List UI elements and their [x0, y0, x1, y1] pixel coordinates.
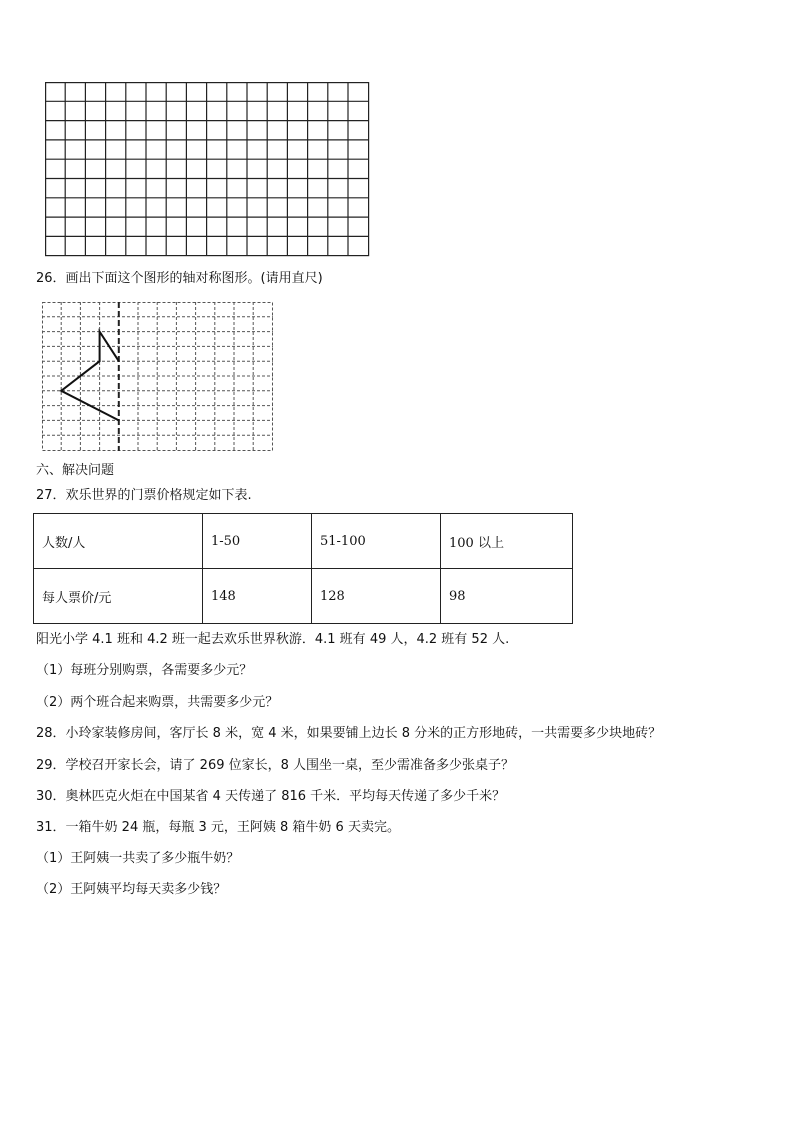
table-row — [34, 514, 573, 569]
section-title: 六、解决问题 — [36, 463, 115, 478]
question-27-description: 阳光小学 4.1 班和 4.2 班一起去欢乐世界秋游．4.1 班有 49 人，4.2 班有 52 人. — [36, 632, 510, 647]
ticket-price-table — [33, 513, 573, 624]
question-31-sub-1: （1）王阿姨一共卖了多少瓶牛奶？ — [36, 851, 240, 866]
table-cell: 每人票价/元 — [34, 569, 203, 624]
question-30: 30．奥林匹克火炬在中国某省 4 天传递了 816 千米．平均每天传递了多少千米？ — [36, 789, 506, 804]
table-row — [34, 569, 573, 624]
table-cell: 51-100 — [312, 514, 441, 569]
question-27: 27．欢乐世界的门票价格规定如下表. — [36, 488, 252, 503]
question-27-sub-2: （2）两个班合起来购票，共需要多少元？ — [36, 695, 279, 710]
answer-grid[interactable] — [45, 82, 370, 257]
table-cell: 148 — [203, 569, 312, 624]
question-26: 26．画出下面这个图形的轴对称图形。(请用直尺) — [36, 271, 323, 286]
question-29: 29．学校召开家长会，请了 269 位家长，8 人围坐一桌，至少需准备多少张桌子？ — [36, 758, 515, 773]
question-31: 31．一箱牛奶 24 瓶，每瓶 3 元，王阿姨 8 箱牛奶 6 天卖完。 — [36, 820, 400, 835]
table-cell: 128 — [312, 569, 441, 624]
question-27-sub-1: （1）每班分别购票，各需要多少元？ — [36, 663, 253, 678]
table-cell: 人数/人 — [34, 514, 203, 569]
table-cell: 1-50 — [203, 514, 312, 569]
table-cell: 98 — [441, 569, 573, 624]
question-28: 28．小玲家装修房间，客厅长 8 米，宽 4 米，如果要铺上边长 8 分米的正方形地砖，一共需要多少块地砖？ — [36, 726, 662, 741]
symmetry-grid-svg — [42, 302, 274, 452]
question-31-sub-2: （2）王阿姨平均每天卖多少钱？ — [36, 882, 227, 897]
symmetry-grid[interactable] — [42, 302, 274, 452]
answer-grid-svg — [45, 82, 370, 257]
table-cell: 100 以上 — [441, 514, 573, 569]
